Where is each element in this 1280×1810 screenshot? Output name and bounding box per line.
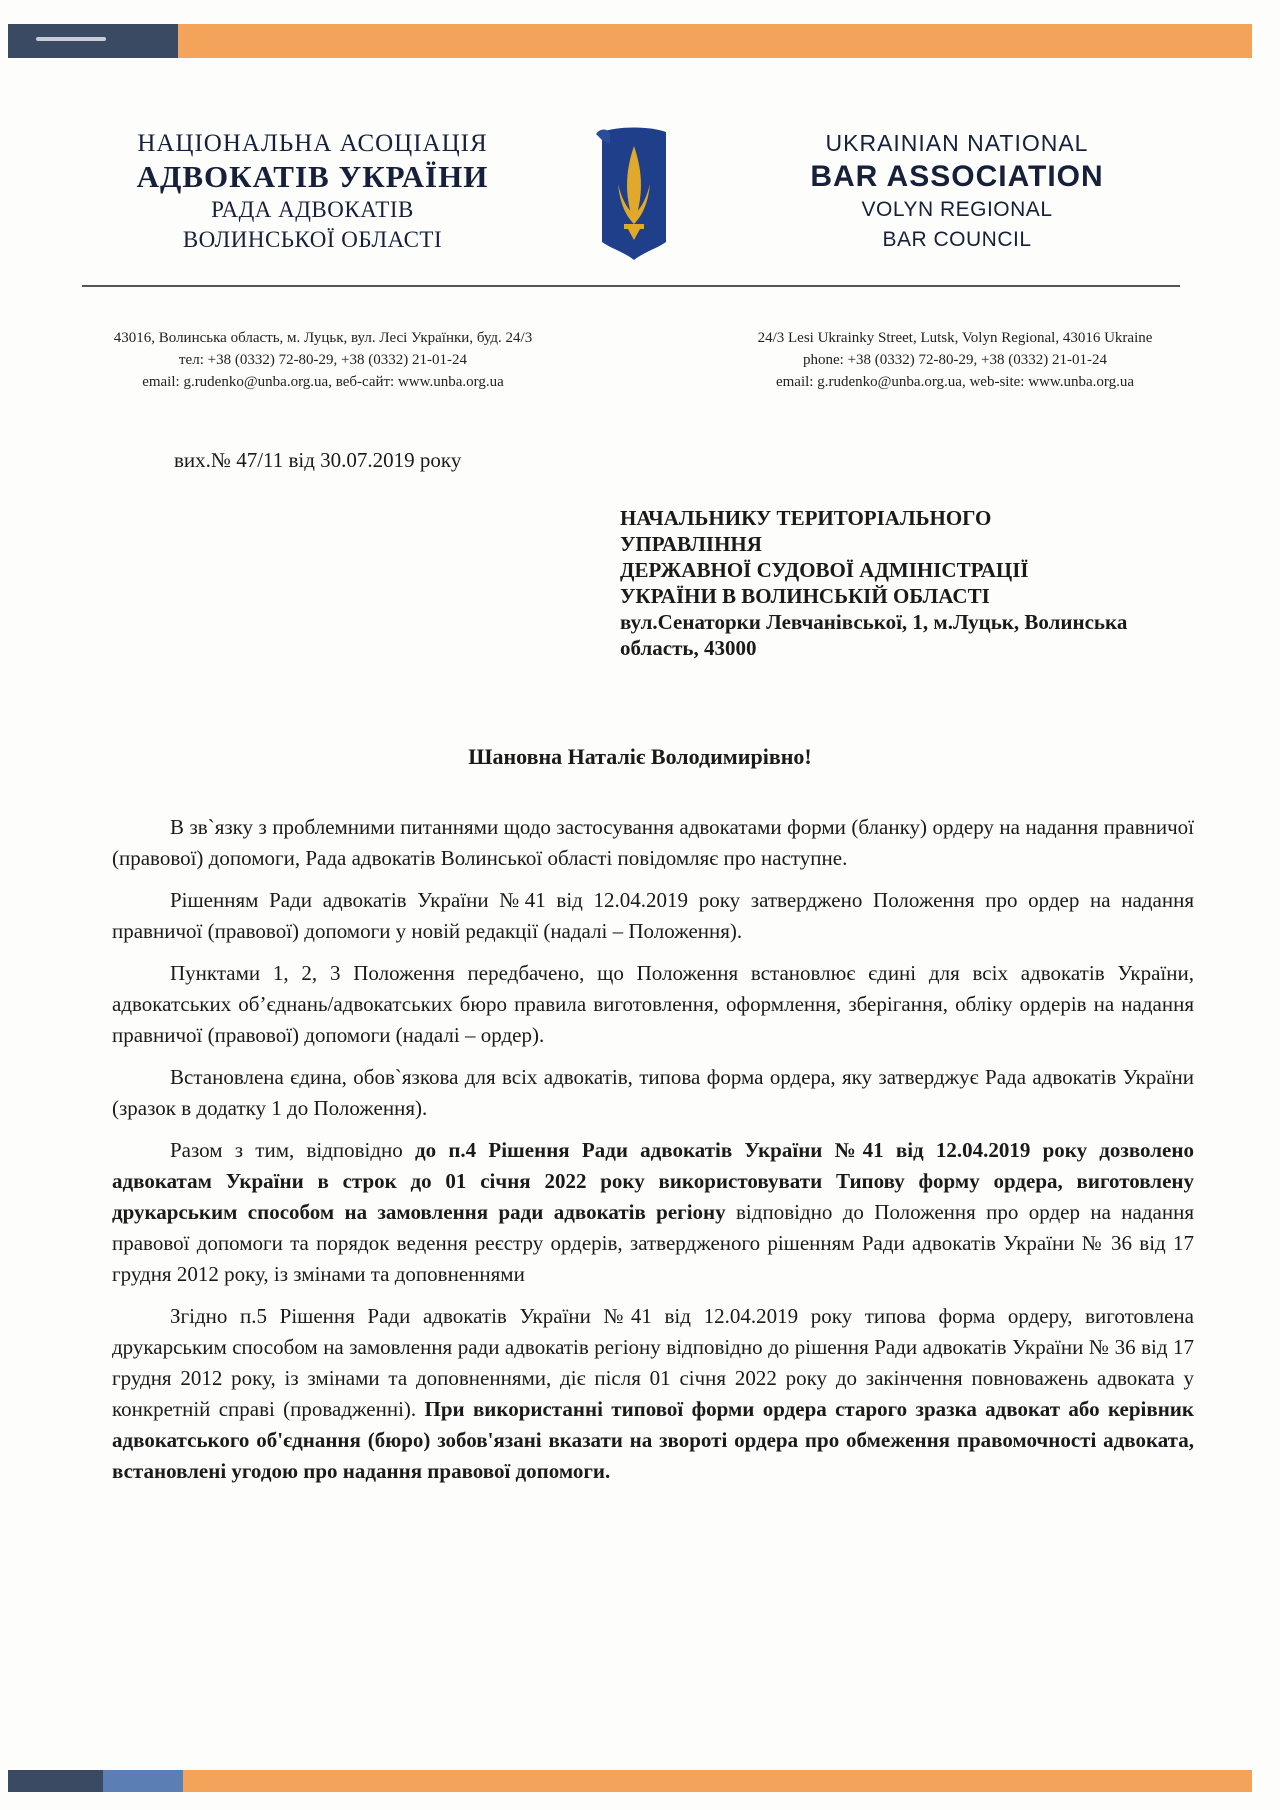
paragraph-5 [112, 1135, 1194, 1290]
bar-association-logo-icon [588, 124, 680, 264]
address-ukrainian [68, 327, 578, 393]
recipient-address: вул.Сенаторки Левчанівської, 1, м.Луцьк, Волинська область, 43000 [620, 610, 1128, 660]
org-en-line3: VOLYN REGIONAL [861, 198, 1053, 221]
org-ua-line3: РАДА АДВОКАТІВ [211, 197, 414, 222]
paragraph-5-bold: до п.4 Рішення Ради адвокатів України №41 від 12.04.2019 року дозволено адвокатам України в строк до 01 січня 2022 року використовувати Типову форму ордера, виготовлену друкарським способом на замовлення ради адвокатів регіону [112, 1138, 1194, 1224]
address-en-line2: phone: +38 (0332) 72-80-29, +38 (0332) 21-01-24 [803, 352, 1107, 368]
org-en-line1: UKRAINIAN NATIONAL [825, 130, 1089, 156]
paragraph-5-intro: Разом з тим, відповідно [170, 1138, 415, 1162]
paragraph-6 [112, 1301, 1194, 1487]
address-ua-line1: 43016, Волинська область, м. Луцьк, вул. Лесі Українки, буд. 24/3 [113, 330, 533, 346]
org-ua-line4: ВОЛИНСЬКОЇ ОБЛАСТІ [182, 227, 443, 252]
recipient-line1: НАЧАЛЬНИКУ ТЕРИТОРІАЛЬНОГО [620, 506, 992, 530]
org-name-ukrainian [120, 128, 505, 255]
header-color-band [8, 24, 1252, 58]
recipient-line4: УКРАЇНИ В ВОЛИНСЬКІЙ ОБЛАСТІ [620, 584, 990, 608]
footer-band-blue-segment [103, 1770, 183, 1792]
footer-color-band [8, 1770, 1252, 1792]
org-ua-line1: НАЦІОНАЛЬНА АСОЦІАЦІЯ [137, 130, 488, 157]
address-ua-line2: тел: +38 (0332) 72-80-29, +38 (0332) 21-01-24 [179, 352, 467, 368]
header-band-dark-segment [8, 24, 178, 58]
footer-band-dark-segment [8, 1770, 103, 1792]
paragraph-6-bold: При використанні типової форми ордера старого зразка адвокат або керівник адвокатського об'єднання (бюро) зобов'язані вказати на звороті ордера про обмеження правомочності адвоката, встановлені угодою про надання правової допомоги. [112, 1397, 1194, 1483]
recipient-block [620, 505, 1200, 661]
recipient-line2: УПРАВЛІННЯ [620, 532, 762, 556]
address-en-line1: 24/3 Lesi Ukrainky Street, Lutsk, Volyn Regional, 43016 Ukraine [757, 330, 1153, 346]
paragraph-4: Встановлена єдина, обов`язкова для всіх адвокатів, типова форма ордера, яку затверджує Рада адвокатів України (зразок в додатку 1 до Положення). [112, 1065, 1194, 1120]
org-en-line4: BAR COUNCIL [882, 228, 1032, 251]
recipient-line3: ДЕРЖАВНОЇ СУДОВОЇ АДМІНІСТРАЦІЇ [620, 558, 1029, 582]
outgoing-reference-number: вих.№ 47/11 від 30.07.2019 року [174, 448, 462, 472]
org-en-line2: BAR ASSOCIATION [810, 160, 1104, 193]
address-en-line3: email: g.rudenko@unba.org.ua, web-site: www.unba.org.ua [775, 374, 1135, 390]
pen-mark [36, 37, 106, 41]
paragraph-5-rest: відповідно до Положення про ордер на надання правової допомоги та порядок ведення реєстру ордерів, затвердженого рішенням Ради адвокатів України № 36 від 17 грудня 2012 року, із змінами та доповненнями [112, 1200, 1194, 1286]
org-ua-line2: АДВОКАТІВ УКРАЇНИ [136, 159, 489, 194]
header-divider [82, 285, 1180, 287]
letter-body [112, 812, 1194, 1498]
paragraph-3: Пунктами 1, 2, 3 Положення передбачено, що Положення встановлює єдині для всіх адвокатів України, адвокатських об’єднань/адвокатських бюро правила виготовлення, оформлення, зберігання, обліку ордерів на надання правничої (правової) допомоги (надалі – ордер). [112, 961, 1194, 1047]
address-ua-line3: email: g.rudenko@unba.org.ua, веб-сайт: www.unba.org.ua [142, 374, 504, 390]
paragraph-2: Рішенням Ради адвокатів України №41 від 12.04.2019 року затверджено Положення про ордер на надання правничої (правової) допомоги у новій редакції (надалі – Положення). [112, 888, 1194, 943]
paragraph-1: В зв`язку з проблемними питаннями щодо застосування адвокатами форми (бланку) ордеру на надання правничої (правової) допомоги, Рада адвокатів Волинської області повідомляє про наступне. [112, 815, 1194, 870]
address-english [705, 327, 1205, 393]
footer-band-orange-segment [183, 1770, 1252, 1792]
header-band-orange-segment [178, 24, 1252, 58]
org-name-english [792, 128, 1122, 255]
letter-greeting: Шановна Наталіє Володимирівно! [468, 744, 812, 769]
paragraph-6-text: Згідно п.5 Рішення Ради адвокатів України №41 від 12.04.2019 року типова форма ордеру, виготовлена друкарським способом на замовлення ради адвокатів регіону відповідно до рішення Ради адвокатів України № 36 від 17 грудня 2012 року, із змінами та доповненнями, діє після 01 січня 2022 року до закінчення повноважень адвоката у конкретній справі (провадженні). [112, 1304, 1194, 1421]
